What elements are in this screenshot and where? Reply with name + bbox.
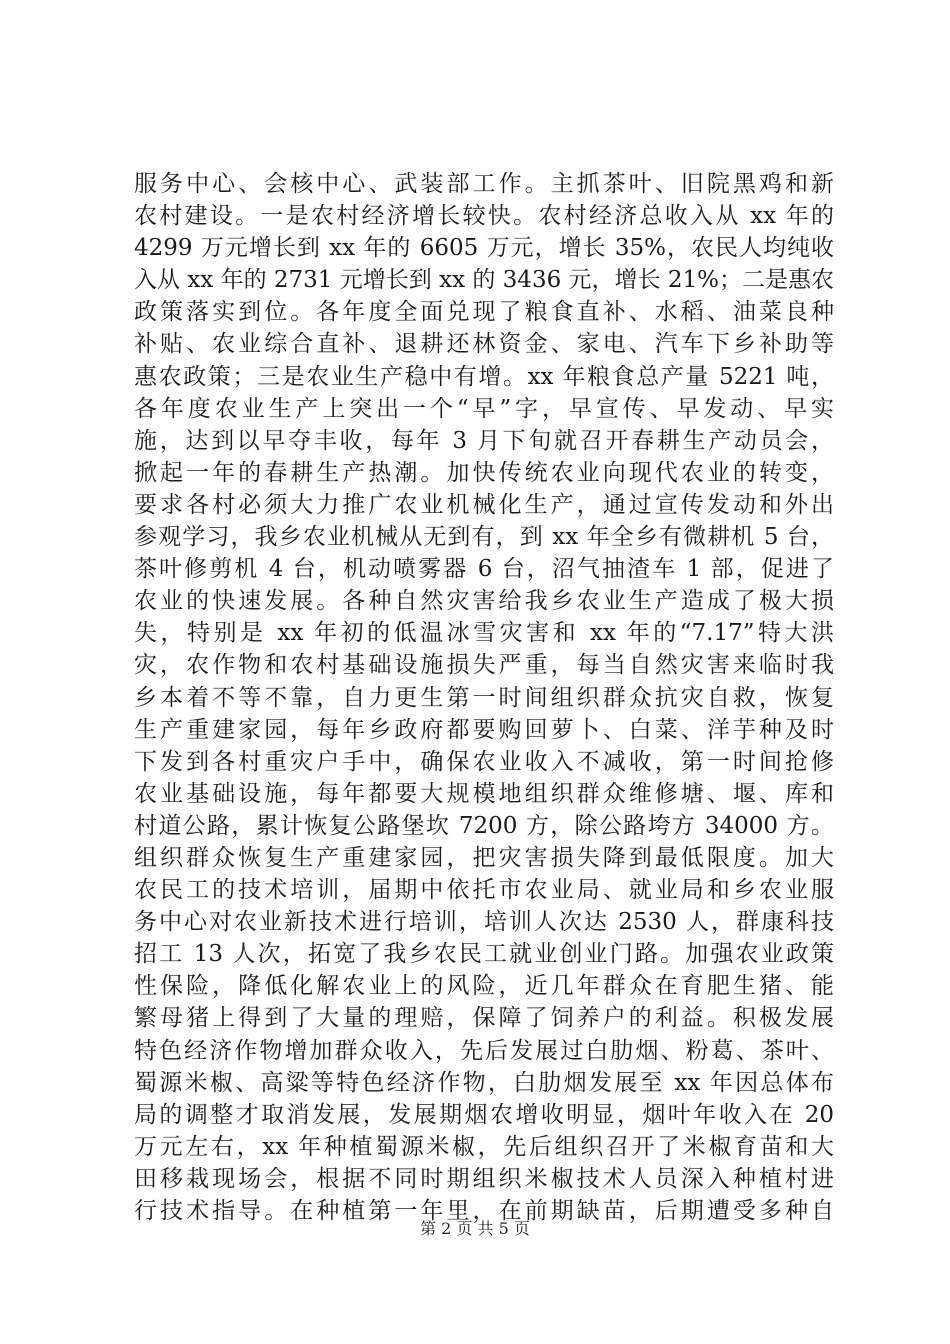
text-line: 农业基础设施，每年都要大规模地组织群众维修塘、堰、库和 xyxy=(134,780,834,807)
text-line: 组织群众恢复生产重建家园，把灾害损失降到最低限度。加大 xyxy=(134,844,834,871)
page-footer: 第 2 页 共 5 页 xyxy=(420,1219,530,1238)
text-line: 农村建设。一是农村经济增长较快。农村经济总收入从 xx 年的 xyxy=(134,203,834,230)
text-line: 招工 13 人次，拓宽了我乡农民工就业创业门路。加强农业政策 xyxy=(134,941,834,968)
text-line: 服务中心、会核中心、武装部工作。主抓茶叶、旧院黑鸡和新 xyxy=(134,171,834,197)
text-line: 农业的快速发展。各种自然灾害给我乡农业生产造成了极大损 xyxy=(134,588,834,615)
text-line: 施，达到以早夺丰收，每年 3 月下旬就召开春耕生产动员会， xyxy=(134,427,834,454)
text-line: 下发到各村重灾户手中，确保农业收入不减收，第一时间抢修 xyxy=(134,748,834,775)
text-line: 掀起一年的春耕生产热潮。加快传统农业向现代农业的转变， xyxy=(134,459,834,486)
text-line: 失，特别是 xx 年初的低温冰雪灾害和 xx 年的“7.17”特大洪 xyxy=(134,620,834,647)
text-line: 4299 万元增长到 xx 年的 6605 万元，增长 35%，农民人均纯收 xyxy=(134,235,834,262)
text-line: 万元左右，xx 年种植蜀源米椒，先后组织召开了米椒育苗和大 xyxy=(134,1133,834,1160)
body-paragraph xyxy=(134,168,834,1227)
text-line: 乡本着不等不靠，自力更生第一时间组织群众抗灾自救，恢复 xyxy=(134,684,834,711)
text-line: 惠农政策；三是农业生产稳中有增。xx 年粮食总产量 5221 吨， xyxy=(134,363,834,390)
text-line: 生产重建家园，每年乡政府都要购回萝卜、白菜、洋芋种及时 xyxy=(134,716,834,743)
text-line: 行技术指导。在种植第一年里，在前期缺苗，后期遭受多种自 xyxy=(134,1198,834,1224)
text-line: 性保险，降低化解农业上的风险，近几年群众在育肥生猪、能 xyxy=(134,973,834,1000)
text-line: 补贴、农业综合直补、退耕还林资金、家电、汽车下乡补助等 xyxy=(134,331,834,358)
text-line: 灾，农作物和农村基础设施损失严重，每当自然灾害来临时我 xyxy=(134,652,834,679)
text-line: 田移栽现场会，根据不同时期组织米椒技术人员深入种植村进 xyxy=(134,1165,834,1192)
text-line: 村道公路，累计恢复公路堡坎 7200 方，除公路垮方 34000 方。 xyxy=(134,812,834,839)
text-line: 特色经济作物增加群众收入，先后发展过白肋烟、粉葛、茶叶、 xyxy=(134,1037,834,1064)
text-line: 入从 xx 年的 2731 元增长到 xx 的 3436 元，增长 21%；二是惠农 xyxy=(134,267,834,294)
text-line: 要求各村必须大力推广农业机械化生产，通过宣传发动和外出 xyxy=(134,491,834,518)
text-line: 参观学习，我乡农业机械从无到有，到 xx 年全乡有微耕机 5 台， xyxy=(134,524,834,551)
text-line: 局的调整才取消发展，发展期烟农增收明显，烟叶年收入在 20 xyxy=(134,1101,834,1128)
text-line: 茶叶修剪机 4 台，机动喷雾器 6 台，沼气抽渣车 1 部，促进了 xyxy=(134,556,834,583)
text-line: 繁母猪上得到了大量的理赔，保障了饲养户的利益。积极发展 xyxy=(134,1005,834,1032)
text-line: 蜀源米椒、高粱等特色经济作物，白肋烟发展至 xx 年因总体布 xyxy=(134,1069,834,1096)
text-line: 务中心对农业新技术进行培训，培训人次达 2530 人，群康科技 xyxy=(134,909,834,936)
text-line: 各年度农业生产上突出一个“早”字，早宣传、早发动、早实 xyxy=(134,395,834,422)
text-line: 农民工的技术培训，届期中依托市农业局、就业局和乡农业服 xyxy=(134,877,834,904)
text-line: 政策落实到位。各年度全面兑现了粮食直补、水稻、油菜良种 xyxy=(134,299,834,326)
